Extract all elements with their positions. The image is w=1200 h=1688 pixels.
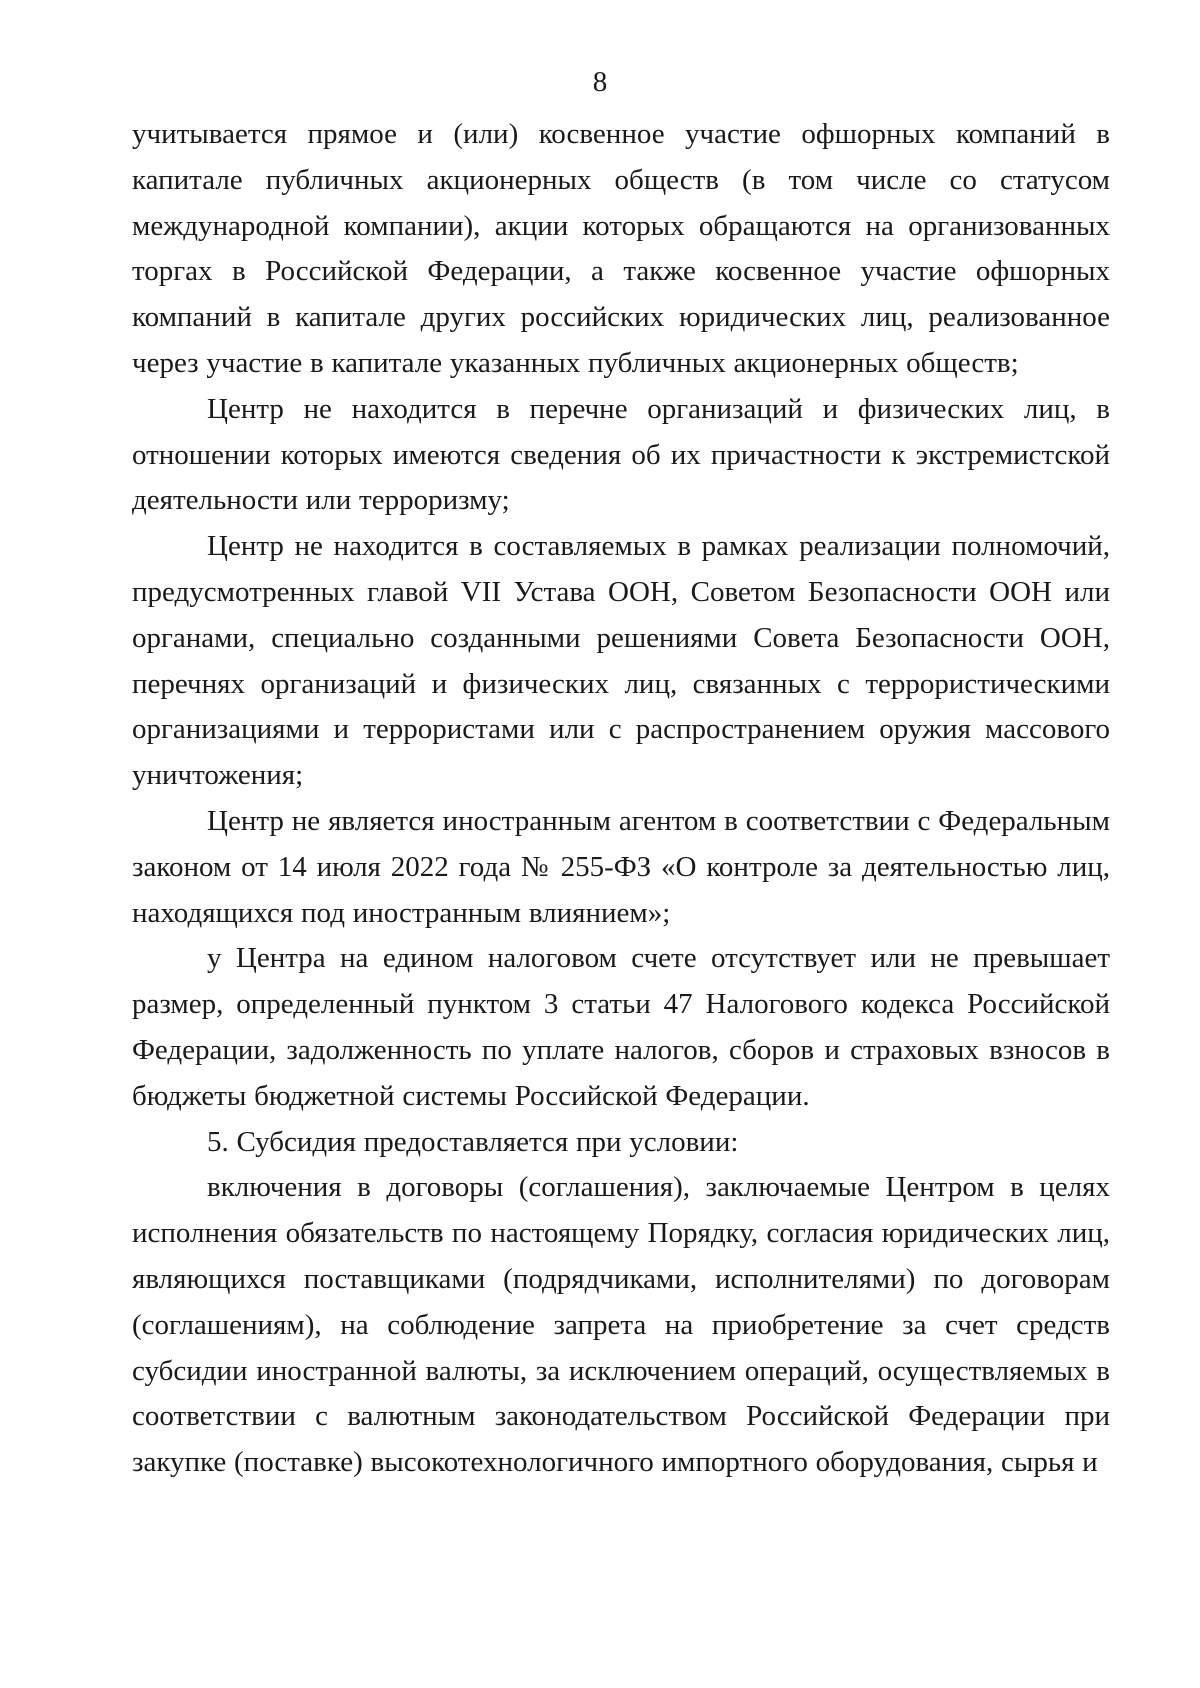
page-number: 8 — [592, 66, 608, 98]
paragraph-contract-inclusion: включения в договоры (соглашения), заключаемые Центром в целях исполнения обязательств по настоящему Порядку, согласия юридических лиц, являющихся поставщиками (подрядчиками, исполнителями) по договорам (соглашениям), на соблюдение запрета на приобретение за счет средств субсидии иностранной валюты, за исключением операций, осуществляемых в соответствии с валютным законодательством Российской Федерации при закупке (поставке) высокотехнологичного импортного оборудования, сырья и — [132, 1171, 1110, 1479]
paragraph-foreign-agent: Центр не является иностранным агентом в соответствии с Федеральным законом от 14 июля 2022 года № 255-ФЗ «О контроле за деятельностью лиц, находящихся под иностранным влиянием»; — [132, 804, 1110, 929]
paragraph-un-security-council-lists: Центр не находится в составляемых в рамках реализации полномочий, предусмотренных главой VII Устава ООН, Советом Безопасности ООН или органами, специально созданными решениями Совета Безопасности ООН, перечнях организаций и физических лиц, связанных с террористическими организациями и террористами или с распространением оружия массового уничтожения; — [132, 530, 1110, 792]
paragraph-offshore-participation: учитывается прямое и (или) косвенное участие офшорных компаний в капитале публичных акционерных обществ (в том числе со статусом международной компании), акции которых обращаются на организованных торгах в Российской Федерации, а также косвенное участие офшорных компаний в капитале других российских юридических лиц, реализованное через участие в капитале указанных публичных акционерных обществ; — [132, 118, 1110, 379]
paragraph-subsidy-condition-heading: 5. Субсидия предоставляется при условии: — [207, 1125, 739, 1158]
paragraph-extremism-list: Центр не находится в перечне организаций и физических лиц, в отношении которых имеются сведения об их причастности к экстремистской деятельности или терроризму; — [132, 392, 1110, 517]
paragraph-tax-debt: у Центра на едином налоговом счете отсутствует или не превышает размер, определенный пунктом 3 статьи 47 Налогового кодекса Российской Федерации, задолженность по уплате налогов, сборов и страховых взносов в бюджеты бюджетной системы Российской Федерации. — [132, 942, 1110, 1112]
document-body — [132, 112, 1110, 1486]
